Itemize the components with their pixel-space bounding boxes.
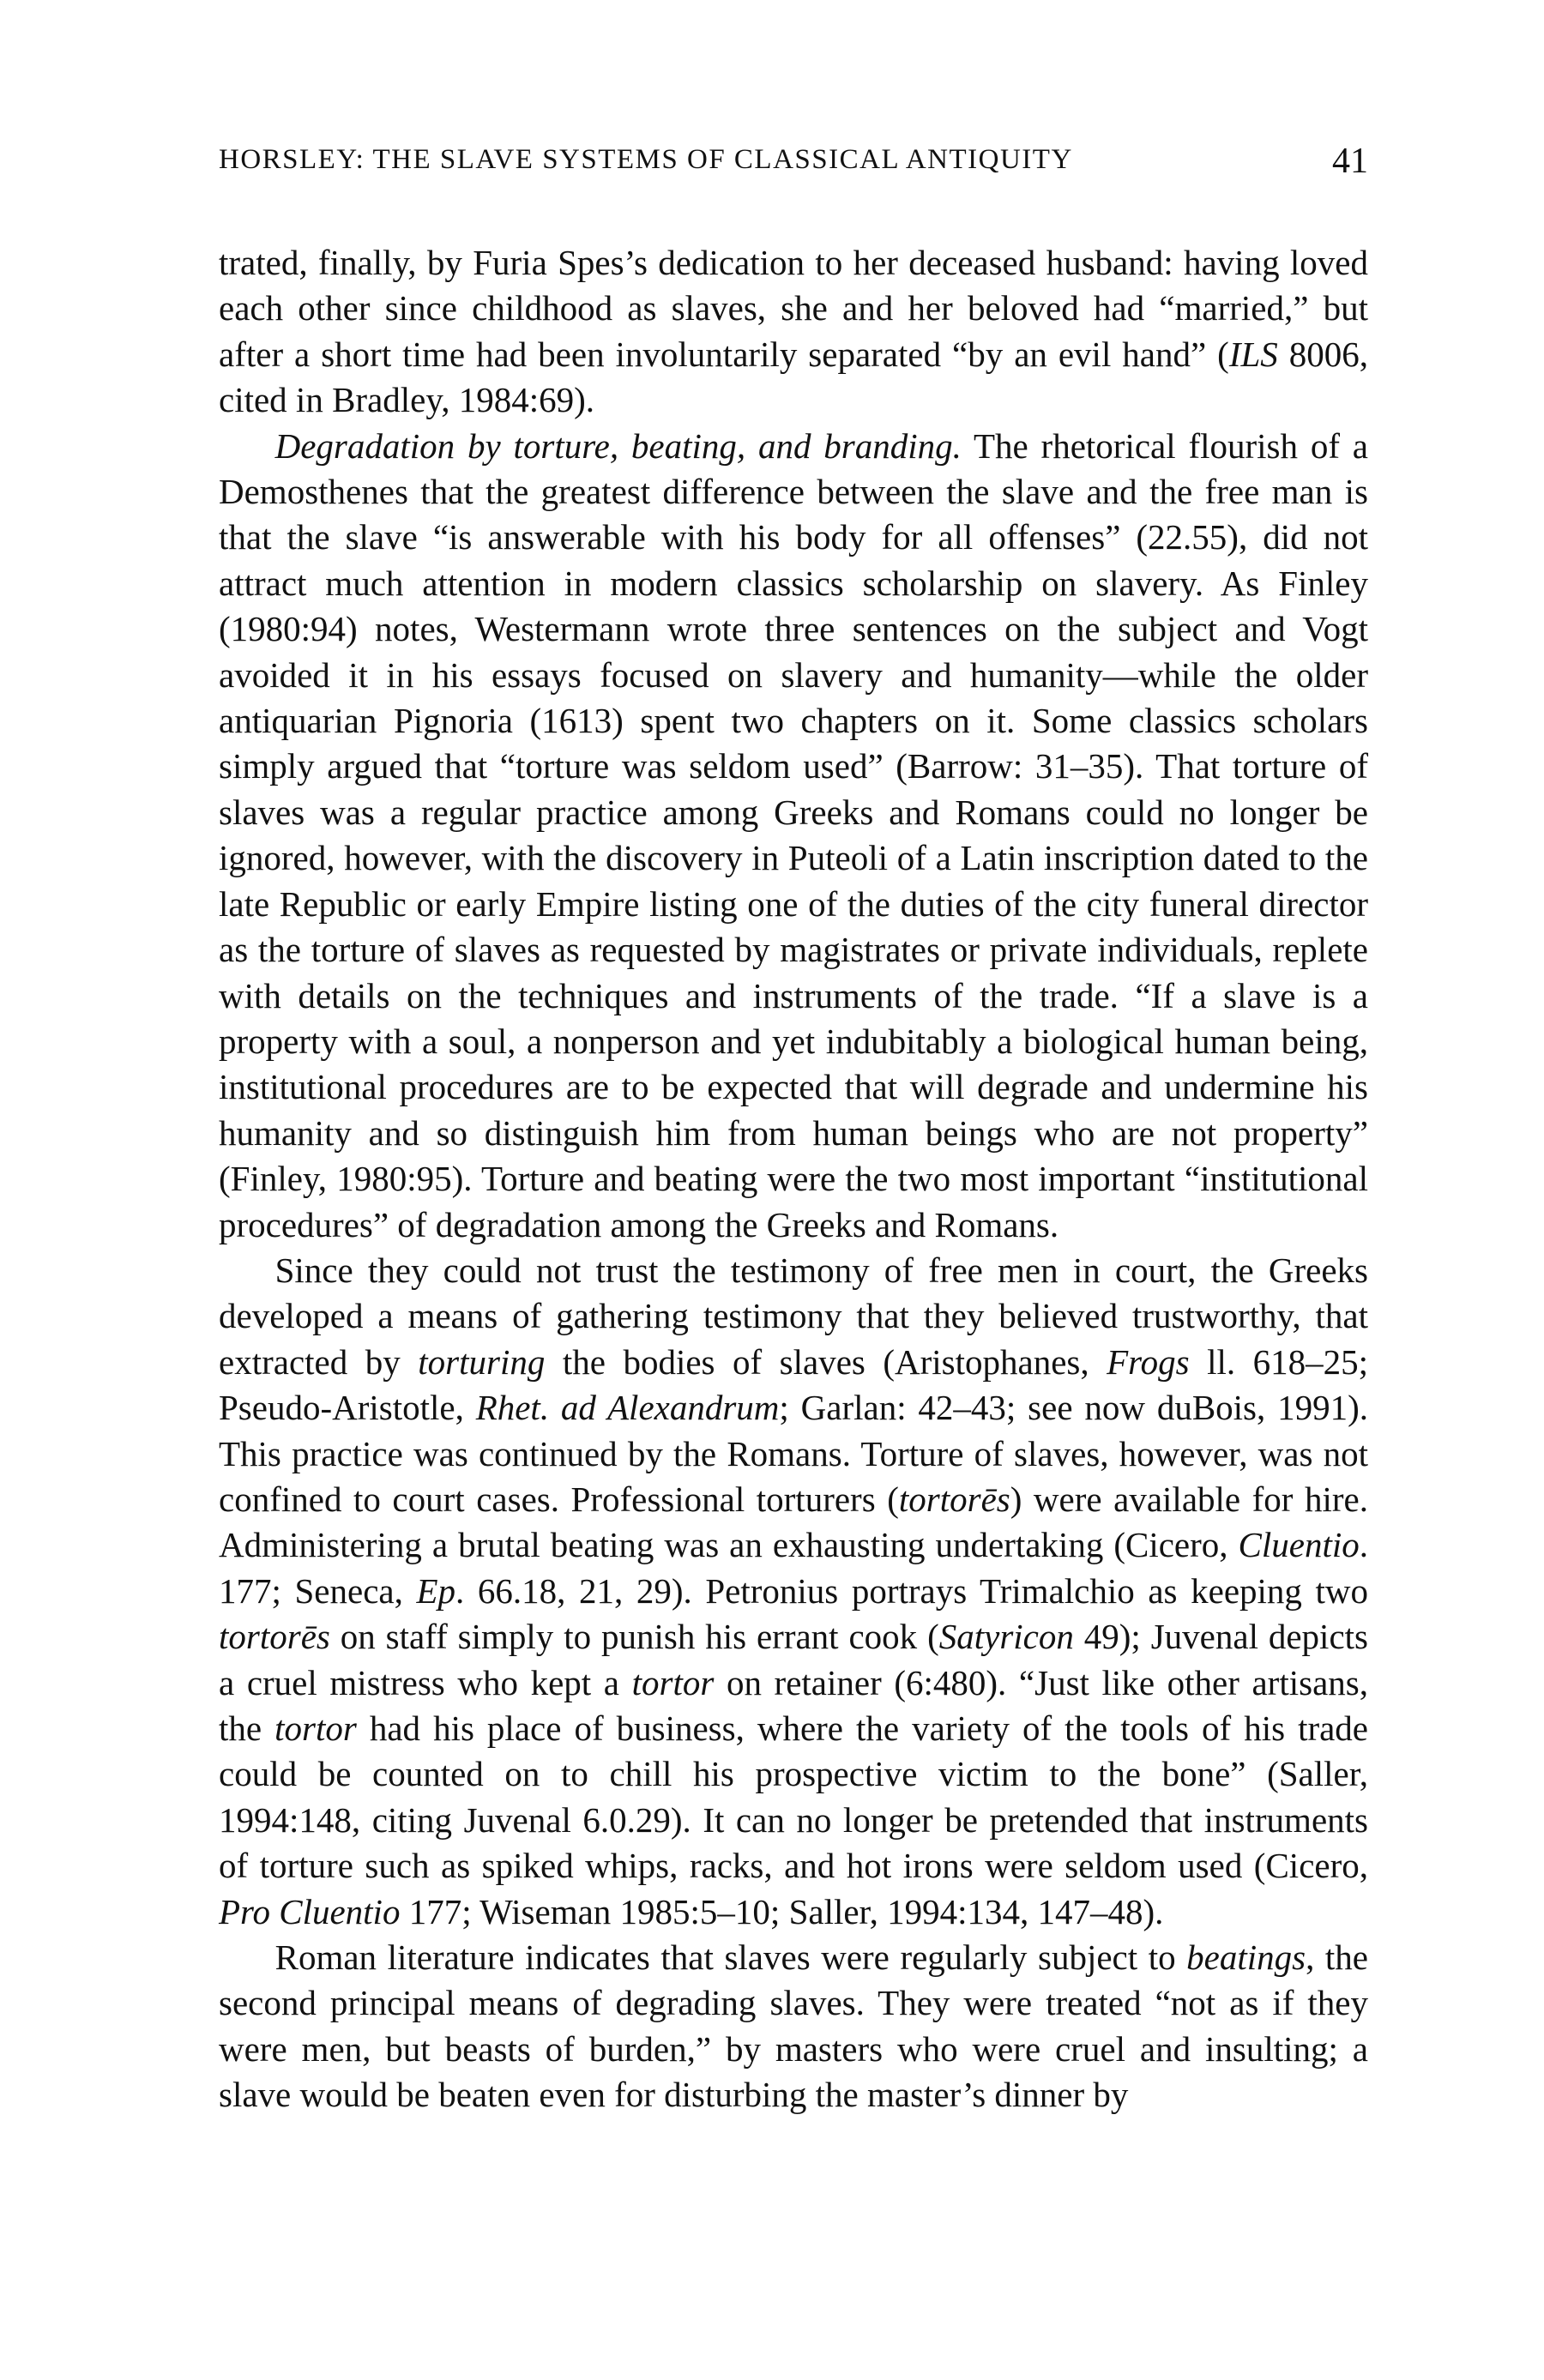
paragraph-2 xyxy=(219,424,1368,1248)
text-run: ll. 618–25; Pseudo-Aristotle, xyxy=(219,1341,1368,1428)
text-run: ) were available for hire. Administering a brutal beating was an exhausting undertaking (Cicero, xyxy=(219,1479,1369,1565)
italic-text: torturing xyxy=(418,1341,546,1382)
italic-text: beatings xyxy=(1186,1937,1306,1978)
italic-text: Frogs xyxy=(1107,1341,1190,1382)
running-title: HORSLEY: THE SLAVE SYSTEMS OF CLASSICAL ANTIQUITY xyxy=(219,144,1073,175)
text-run: had his place of business, where the variety of the tools of his trade could be counted on to chill his prospective victim to the bone” (Saller, 1994:148, citing Juvenal 6.0.29). It can no longer be pretended that instruments of torture such as spiked whips, racks, and hot irons were seldom used (Cicero, xyxy=(219,1708,1369,1886)
text-run: 8006, cited in Bradley, 1984:69). xyxy=(219,334,1369,420)
text-run: The rhetorical flourish of a Demosthenes that the greatest difference between the slave and the free man is that the slave “is answerable with his body for all offenses” (22.55), did not attract much attention in modern classics scholarship on slavery. As Finley (1980:94) notes, Westermann wrote three sentences on the subject and Vogt avoided it in his essays focused on slavery and humanity—while the older antiquarian Pignoria (1613) spent two chapters on it. Some classics scholars simply argued that “torture was seldom used” (Barrow: 31–35). That torture of slaves was a regular practice among Greeks and Romans could no longer be ignored, however, with the discovery in Puteoli of a Latin inscription dated to the late Republic or early Empire listing one of the duties of the city funeral director as the torture of slaves as requested by magistrates or private individuals, replete with details on the techniques and instruments of the trade. “If a slave is a property with a soul, a nonperson and yet indubitably a biological human being, institutional procedures are to be expected that will degrade and undermine his humanity and so distinguish him from human beings who are not property” (Finley, 1980:95). Torture and beating were the two most important “institutional procedures” of degradation among the Greeks and Romans. xyxy=(219,425,1368,1244)
text-run: Since they could not trust the testimony of free men in court, the Greeks developed a means of gathering testimony that they believed trustworthy, that extracted by xyxy=(219,1250,1368,1382)
paragraph-3 xyxy=(219,1248,1368,1935)
text-run: . 66.18, 21, 29). Petronius portrays Trimalchio as keeping two xyxy=(455,1570,1369,1611)
running-header xyxy=(219,144,1368,187)
paragraph-4 xyxy=(219,1935,1368,2118)
italic-text: Rhet. ad Alexandrum xyxy=(475,1388,780,1428)
text-run: on staff simply to punish his errant cook ( xyxy=(329,1617,939,1657)
italic-text: Ep xyxy=(416,1570,455,1611)
text-run: 49); Juvenal depicts a cruel mistress who kept a xyxy=(219,1617,1368,1702)
page-number: 41 xyxy=(1332,142,1368,181)
text-run: . 177; Seneca, xyxy=(219,1525,1368,1611)
italic-text: Satyricon xyxy=(938,1617,1074,1657)
text-run: 177; Wiseman 1985:5–10; Saller, 1994:134, 147–48). xyxy=(400,1891,1164,1931)
text-run: , the second principal means of degrading slaves. They were treated “not as if they were men, but beasts of burden,” by masters who were cruel and insulting; a slave would be beaten even for disturbing the master’s dinner by xyxy=(219,1937,1368,2115)
paragraph-1 xyxy=(219,240,1368,424)
italic-text: tortor xyxy=(274,1708,357,1748)
text-run: trated, finally, by Furia Spes’s dedication to her deceased husband: having loved each other since childhood as slaves, she and her beloved had “married,” but after a short time had been involuntarily separated “by an evil hand” ( xyxy=(219,243,1368,374)
text-run: ; Garlan: 42–43; see now duBois, 1991). This practice was continued by the Romans. Torture of slaves, however, was not confined to court cases. Professional torturers ( xyxy=(219,1388,1369,1519)
italic-text: Pro Cluentio xyxy=(219,1891,401,1931)
section-heading: Degradation by torture, beating, and branding. xyxy=(274,425,962,466)
text-run: the bodies of slaves (Aristophanes, xyxy=(545,1341,1107,1382)
italic-text: tortorēs xyxy=(219,1617,330,1657)
italic-text: tortorēs xyxy=(898,1479,1010,1519)
text-run: on retainer (6:480). “Just like other artisans, the xyxy=(219,1662,1368,1748)
italic-text: Cluentio xyxy=(1238,1525,1360,1565)
body-text xyxy=(219,240,1368,2118)
italic-text: tortor xyxy=(631,1662,715,1702)
italic-text: ILS xyxy=(1228,334,1278,374)
text-run: Roman literature indicates that slaves were regularly subject to xyxy=(274,1937,1187,1978)
